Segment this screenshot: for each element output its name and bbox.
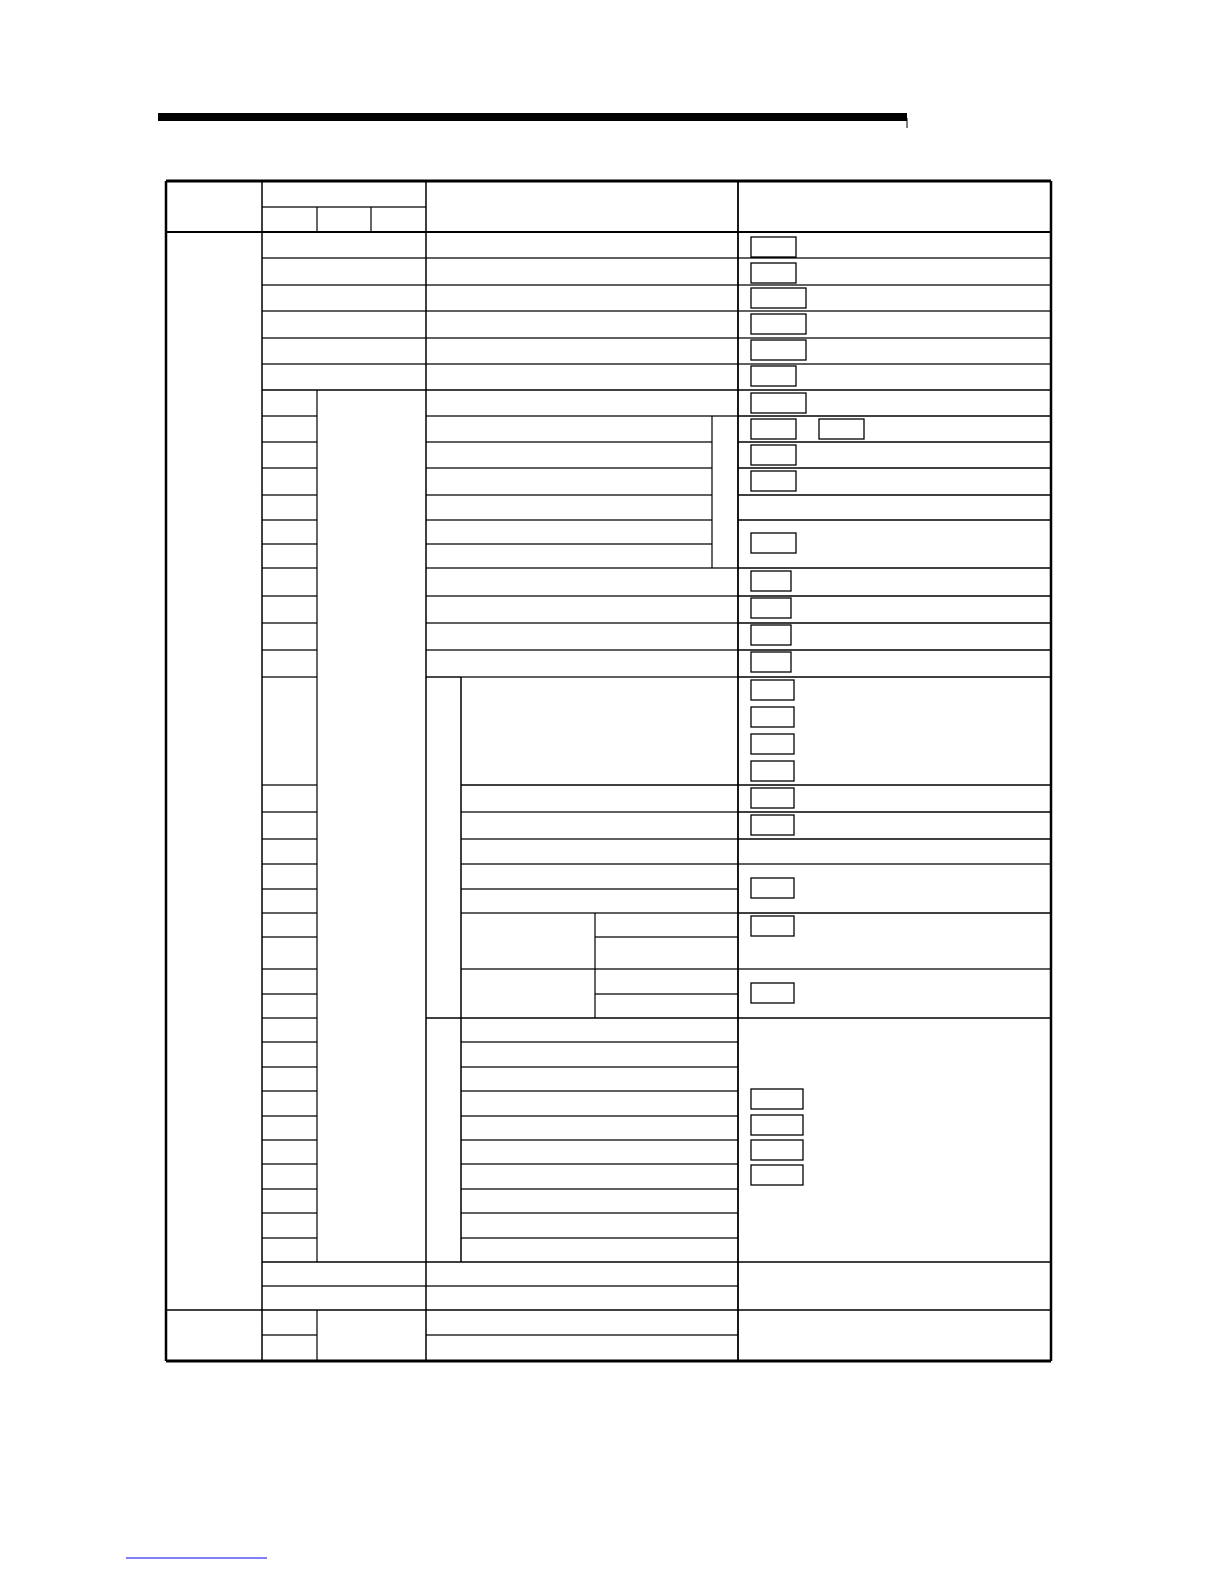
- heading-rule: [158, 113, 907, 121]
